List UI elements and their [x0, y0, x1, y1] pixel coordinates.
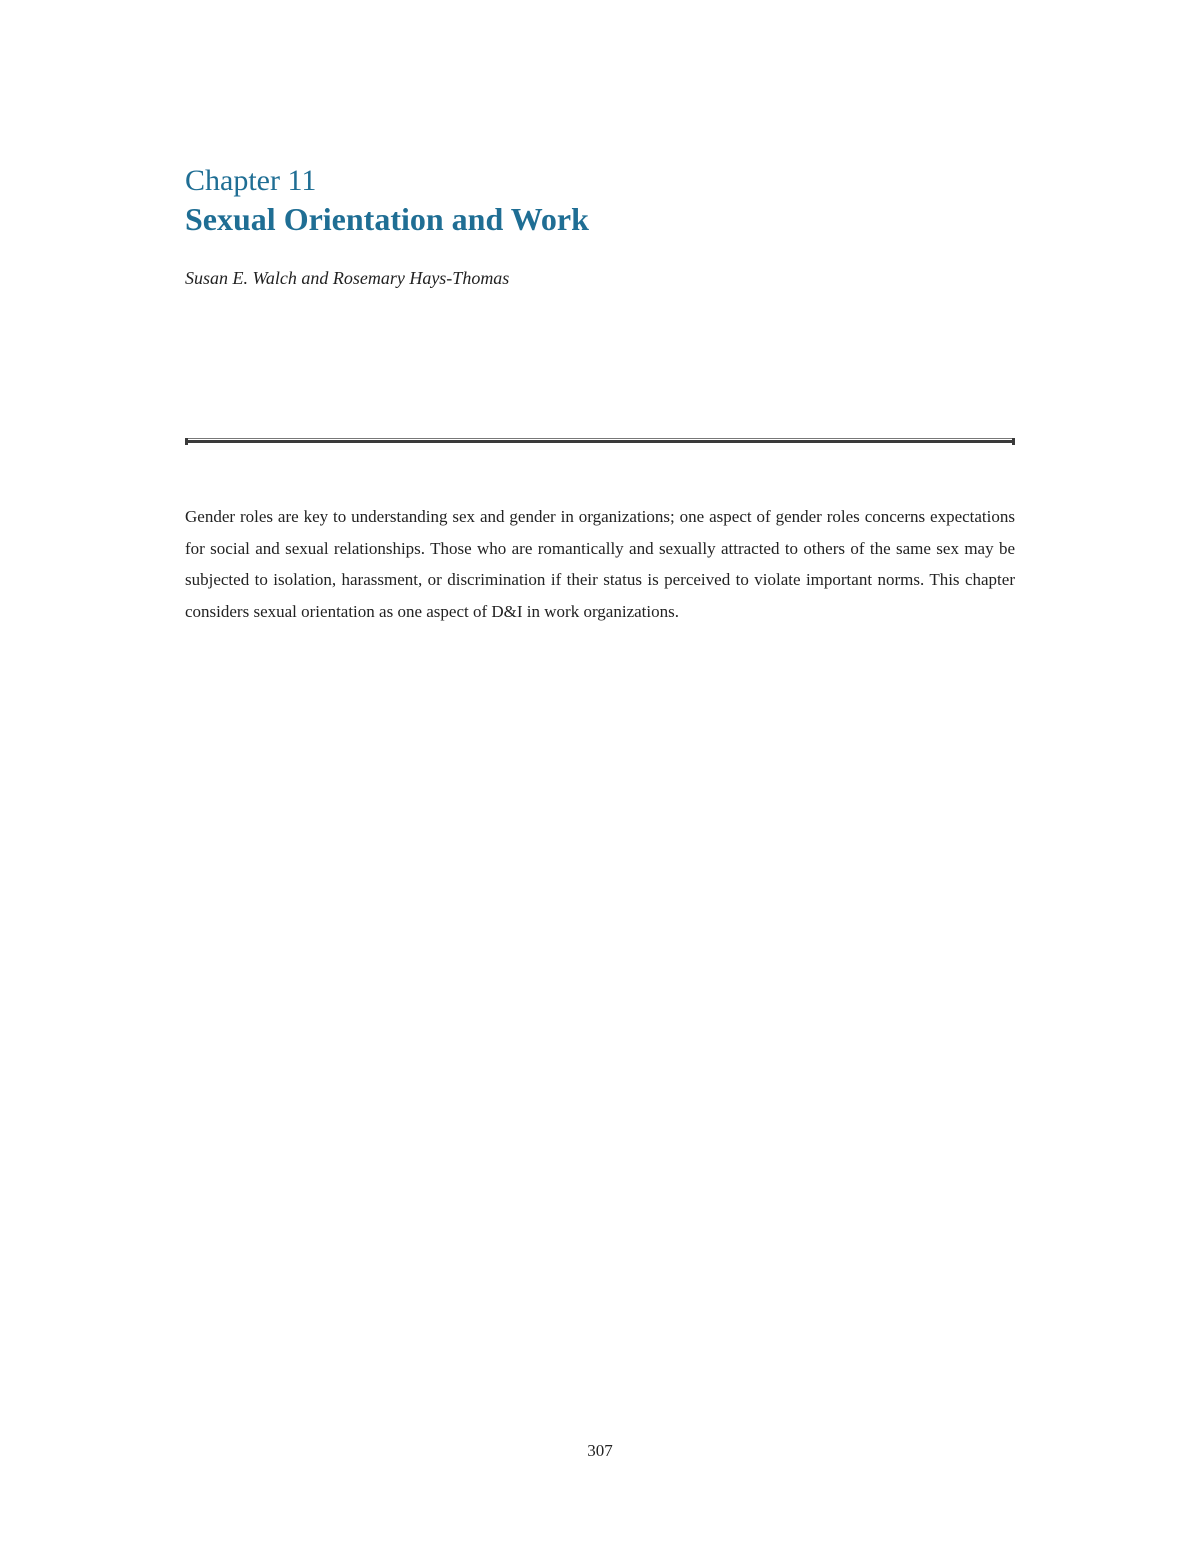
- chapter-number: Chapter 11: [185, 164, 317, 197]
- chapter-authors: Susan E. Walch and Rosemary Hays-Thomas: [185, 268, 510, 288]
- chapter-title: Sexual Orientation and Work: [185, 201, 589, 237]
- divider-thin-line: [185, 438, 1015, 439]
- section-divider: [185, 438, 1015, 445]
- page-number: 307: [587, 1441, 613, 1460]
- divider-right-cap: [1012, 438, 1015, 445]
- divider-left-cap: [185, 438, 188, 445]
- chapter-abstract: Gender roles are key to understanding sex and gender in organizations; one aspect of gender roles concerns expectations for social and sexual relationships. Those who are romantically and sexually attracted to others of the same sex may be subjected to isolation, harassment, or discrimination if their status is perceived to violate important norms. This chapter considers sexual orientation as one aspect of D&I in work organizations.: [185, 507, 1015, 621]
- divider-thick-line: [185, 440, 1015, 443]
